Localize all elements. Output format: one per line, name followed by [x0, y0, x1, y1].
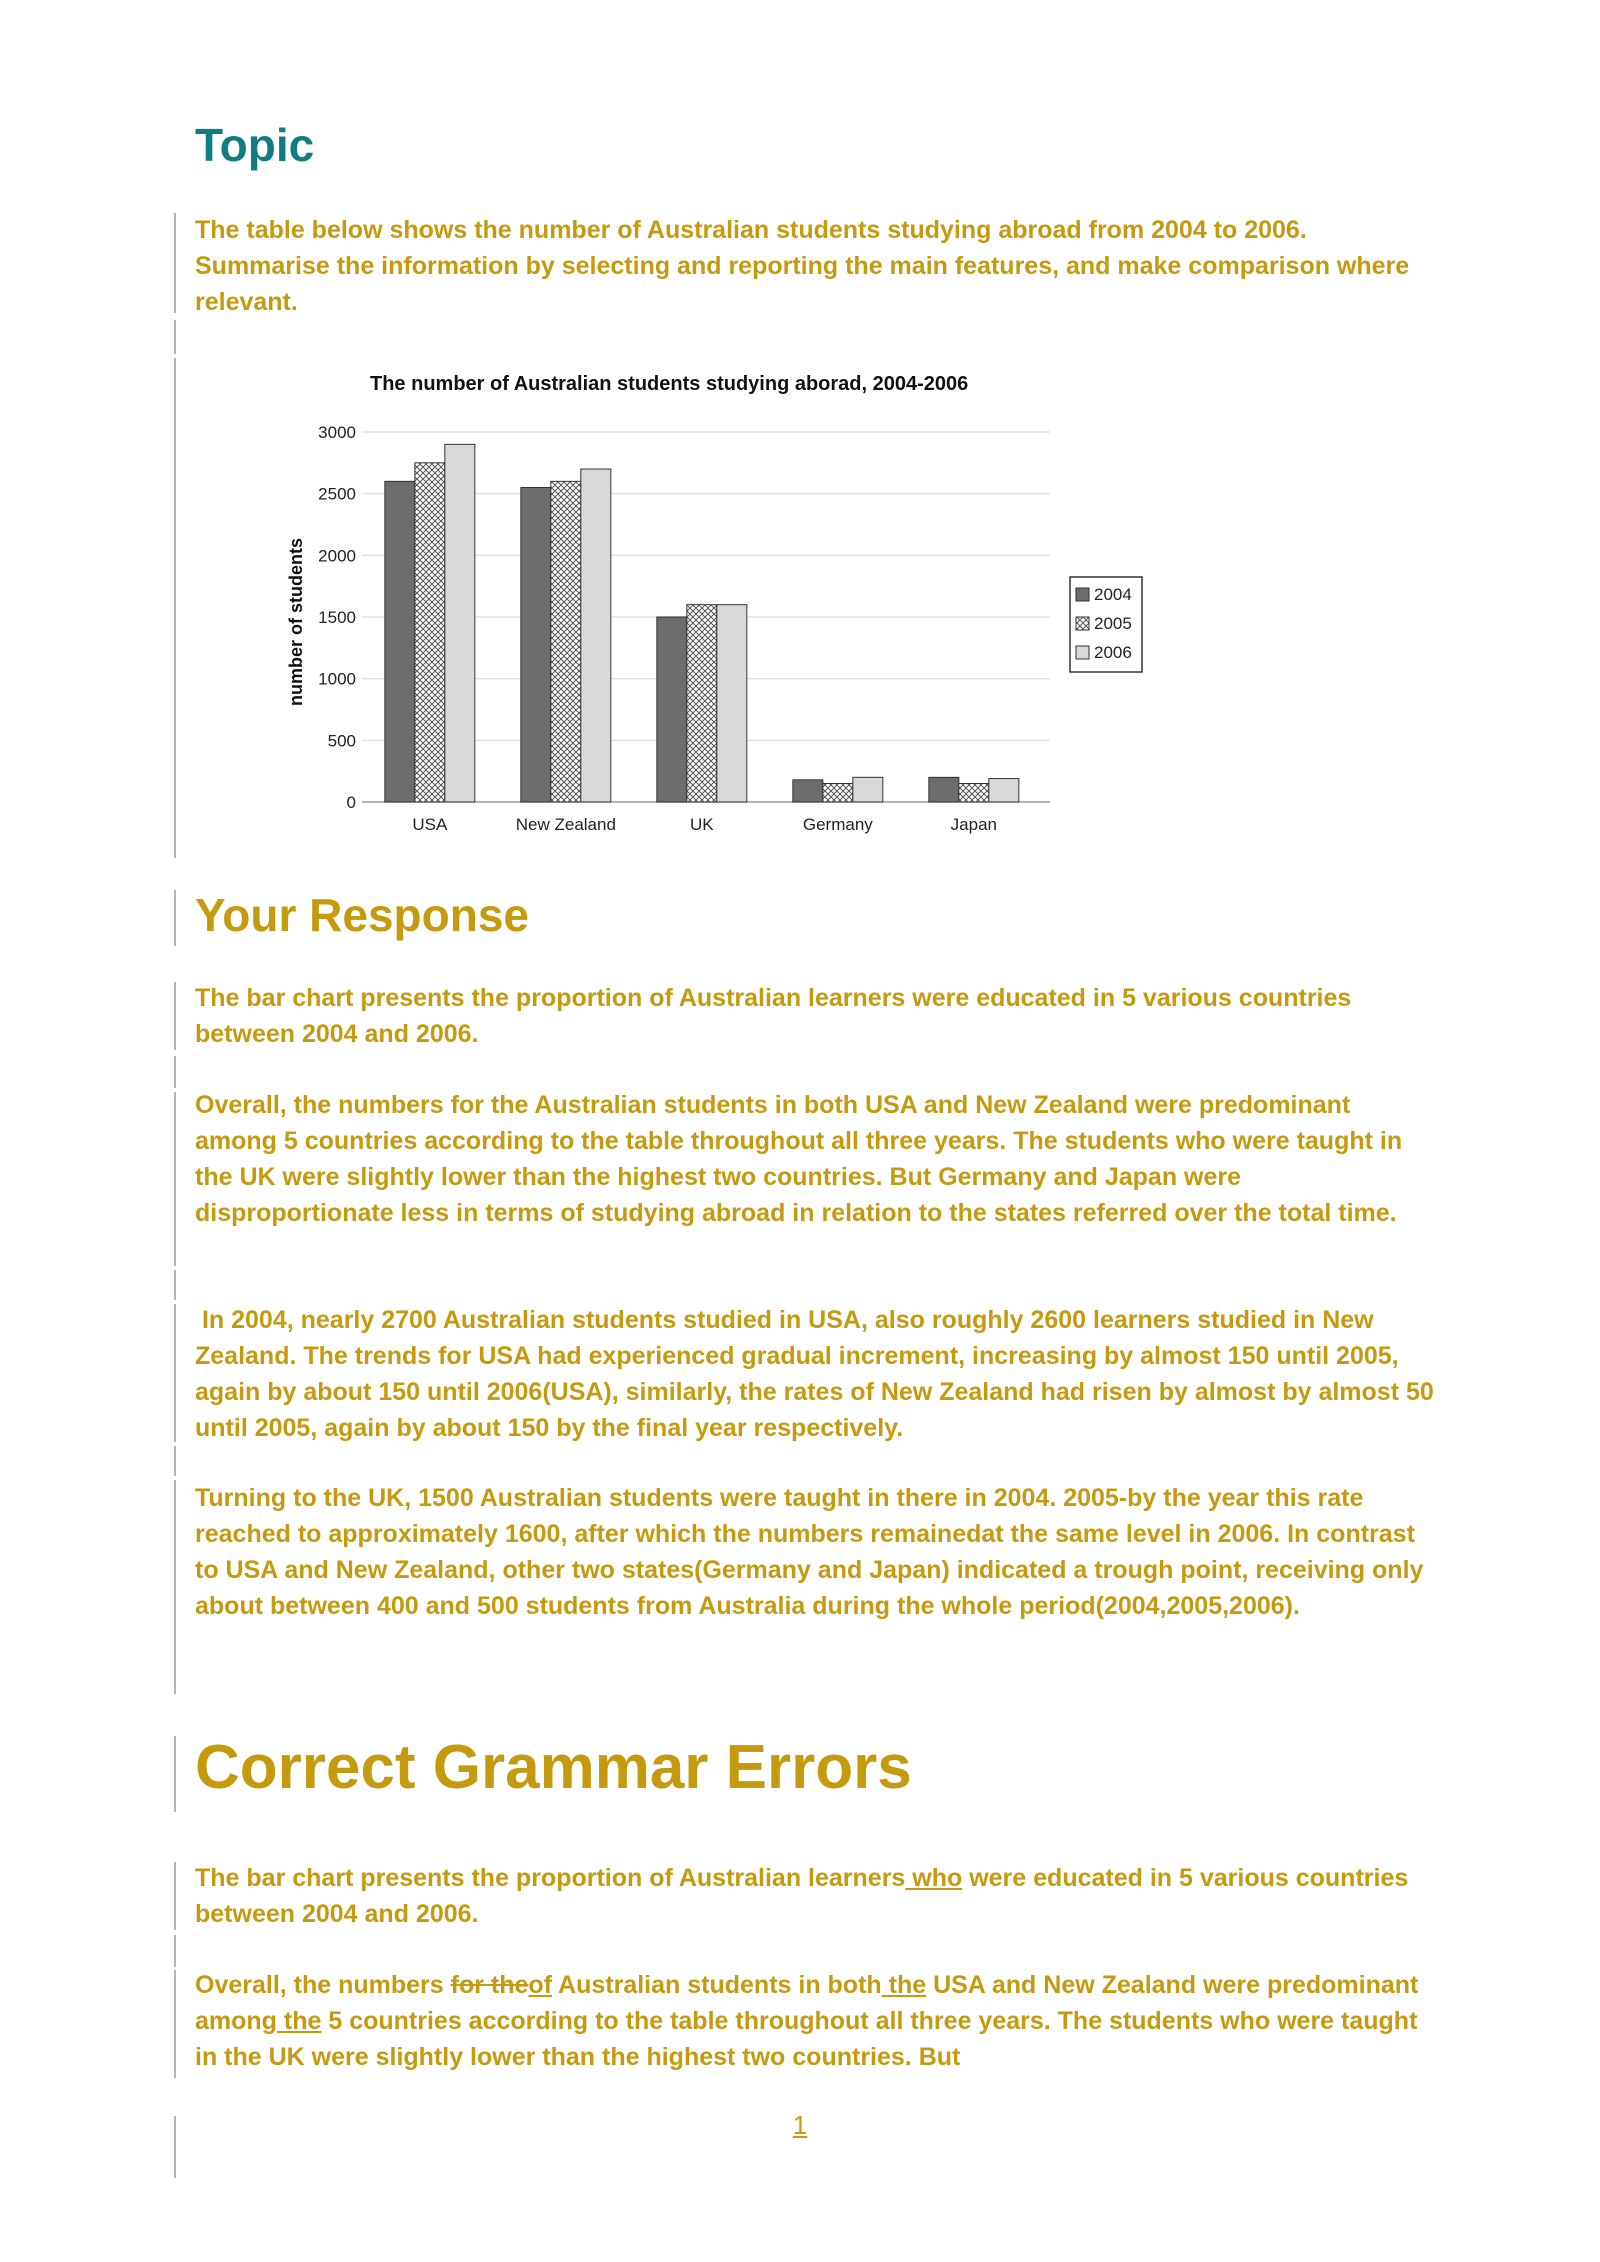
inserted-text: the: [276, 2007, 322, 2035]
x-category-label: Japan: [950, 815, 998, 834]
response-paragraph-1: The bar chart presents the proportion of Australian learners were educated in 5 various countries between 2004 and 2006.: [195, 984, 1352, 1048]
bar-2006: [989, 779, 1019, 802]
x-categories: [412, 815, 997, 834]
response-paragraph-2: Overall, the numbers for the Australian students in both USA and New Zealand were predominant among 5 countries according to the table throughout all three years. The students who were taught in the UK were slightly lower than the highest two countries. But Germany and Japan were disproportionate less in terms of studying abroad in relation to the states referred over the total time.: [195, 1091, 1403, 1227]
change-bar: [174, 1304, 176, 1442]
inserted-text: of: [528, 1971, 553, 1999]
bar-2006: [581, 469, 611, 802]
bars: [385, 444, 1019, 802]
change-bar: [174, 1935, 176, 1967]
change-bar: [174, 1480, 176, 1694]
text-run: The bar chart presents the proportion of Australian learners: [195, 1864, 906, 1892]
page-number[interactable]: 1: [792, 2110, 808, 2140]
change-bar: [174, 358, 176, 858]
bar-2005: [823, 784, 853, 803]
topic-heading: Topic: [195, 119, 315, 171]
topic-prompt: The table below shows the number of Australian students studying abroad from 2004 to 2006. Summarise the information by selecting and reporting the main features, and make comparison where relevant.: [195, 216, 1410, 316]
text-run: were educated in 5 various countries between 2004 and 2006.: [195, 1864, 1409, 1928]
change-bar: [174, 1092, 176, 1266]
legend-swatch: [1076, 588, 1089, 601]
grammar-paragraph-1: [195, 1860, 1435, 1932]
response-heading: Your Response: [195, 889, 529, 941]
y-axis-label: number of students: [286, 537, 306, 707]
bar-2005: [687, 605, 717, 802]
inserted-text: who: [905, 1864, 963, 1892]
legend-label: 2005: [1094, 614, 1132, 633]
chart-legend: [1070, 577, 1142, 672]
deleted-text: for the: [450, 1971, 529, 1999]
y-tick-label: 1000: [318, 669, 356, 689]
y-tick-label: 2000: [318, 546, 356, 566]
text-run: USA and New Zealand were predominant among: [195, 1971, 1419, 2035]
change-bar: [174, 320, 176, 354]
text-run: Overall, the numbers: [195, 1971, 451, 1999]
x-category-label: New Zealand: [515, 815, 616, 834]
change-bar: [174, 1056, 176, 1088]
change-bar: [174, 1970, 176, 2078]
change-bar: [174, 1736, 176, 1812]
response-paragraph-3: In 2004, nearly 2700 Australian students studied in USA, also roughly 2600 learners studied in New Zealand. The trends for USA had experienced gradual increment, increasing by almost 150 until 2005, again by about 150 until 2006(USA), similarly, the rates of New Zealand had risen by almost by almost 50 until 2005, again by about 150 by the final year respectively.: [195, 1306, 1441, 1442]
legend-swatch: [1076, 646, 1089, 659]
response-paragraph-4: Turning to the UK, 1500 Australian students were taught in there in 2004. 2005-by the year this rate reached to approximately 1600, after which the numbers remainedat the same level in 2006. In contrast to USA and New Zealand, other two states(Germany and Japan) indicated a trough point, receiving only about between 400 and 500 students from Australia during the whole period(2004,2005,2006).: [195, 1484, 1424, 1620]
bar-2004: [385, 481, 415, 802]
text-run: Australian students in both: [552, 1971, 882, 1999]
bar-2004: [657, 617, 687, 802]
y-ticks: [318, 423, 356, 812]
bar-2006: [445, 444, 475, 802]
legend-swatch: [1076, 617, 1089, 630]
bar-2005: [959, 784, 989, 803]
grammar-paragraph-2: [195, 1967, 1435, 2075]
change-bar: [174, 1862, 176, 1930]
text-run: 5 countries according to the table throughout all three years. The students who were taught in the UK were slightly lower than the highest two countries. But: [195, 2007, 1418, 2071]
y-tick-label: 3000: [318, 423, 356, 442]
x-category-label: Germany: [802, 815, 873, 834]
change-bar: [174, 890, 176, 946]
y-tick-label: 500: [327, 731, 356, 751]
bar-2004: [929, 777, 959, 802]
legend-label: 2004: [1094, 585, 1132, 604]
bar-chart: [270, 362, 1150, 852]
bar-2005: [415, 463, 445, 802]
y-tick-label: 0: [346, 793, 356, 812]
change-bar: [174, 982, 176, 1050]
change-bar: [174, 1446, 176, 1476]
x-category-label: UK: [690, 815, 714, 834]
bar-2006: [853, 777, 883, 802]
legend-label: 2006: [1094, 643, 1132, 662]
change-bar: [174, 213, 176, 313]
y-tick-label: 1500: [318, 608, 356, 627]
y-tick-label: 2500: [318, 484, 356, 504]
chart-title: The number of Australian students studying aborad, 2004-2006: [370, 373, 969, 395]
change-bar: [174, 1270, 176, 1300]
x-category-label: USA: [412, 815, 448, 834]
bar-2004: [521, 488, 551, 803]
grammar-heading: Correct Grammar Errors: [195, 1733, 912, 1802]
bar-2006: [717, 605, 747, 802]
inserted-text: the: [881, 1971, 927, 1999]
bar-2004: [793, 780, 823, 802]
bar-2005: [551, 481, 581, 802]
